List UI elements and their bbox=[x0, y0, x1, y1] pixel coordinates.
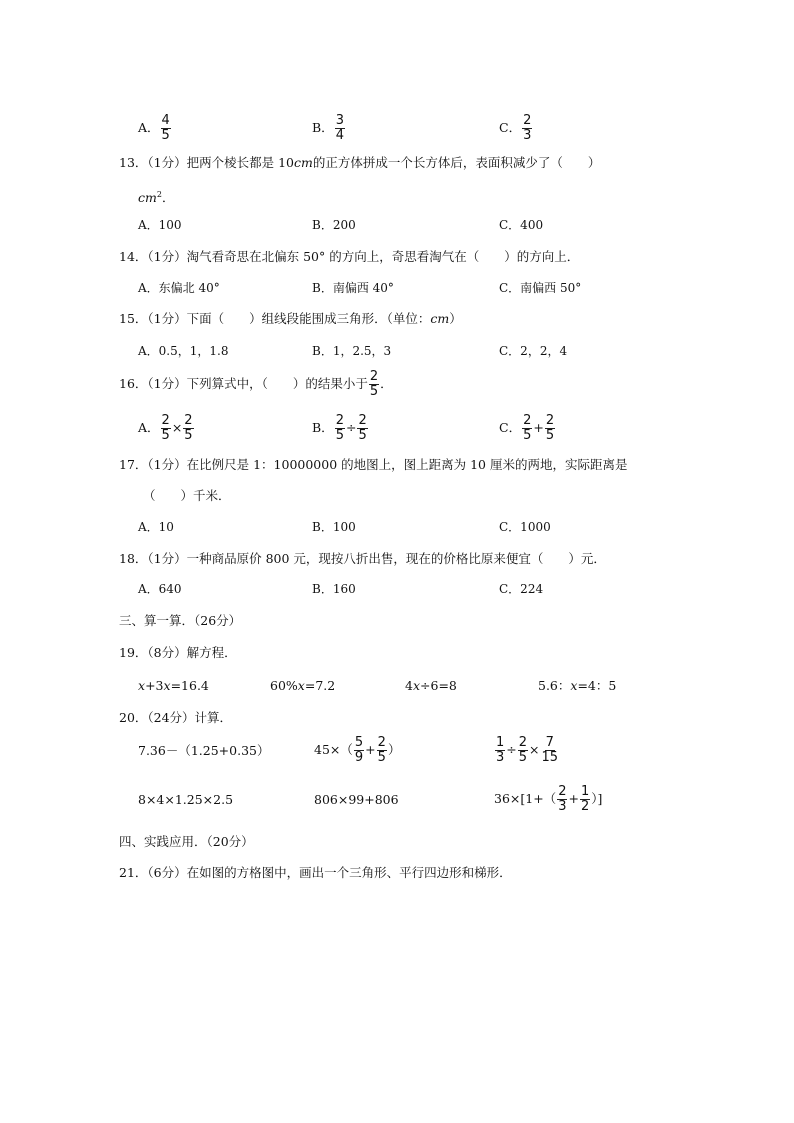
q20-expression-4: 8×4×1.25×2.5 bbox=[138, 792, 234, 807]
fraction: $\frac{2}{3}$ bbox=[558, 784, 567, 814]
q14-stem: 14．（1分）淘气看奇思在北偏东 50° 的方向上，奇思看淘气在（ ）的方向上． bbox=[119, 249, 580, 264]
fraction: $\frac{5}{9}$ bbox=[354, 735, 364, 765]
q19-equation-2: 60%x=7.2 bbox=[270, 678, 336, 693]
q14-option-b: B．南偏西 40° bbox=[312, 281, 394, 295]
q17-stem: 17．（1分）在比例尺是 1：10000000 的地图上，图上距离为 10 厘米的两地，实际距离是 bbox=[119, 457, 628, 472]
fraction: $\frac{2}{5}$ bbox=[545, 413, 555, 443]
q16-option-b: B． $\frac{2}{5}$ ÷ $\frac{2}{5}$ bbox=[312, 413, 367, 443]
fraction: $\frac{3}{4}$ bbox=[335, 113, 344, 143]
fraction: $\frac{1}{2}$ bbox=[580, 784, 590, 814]
q12-option-c: C． $\frac{2}{3}$ bbox=[499, 113, 532, 143]
q18-stem: 18．（1分）一种商品原价 800 元，现按八折出售，现在的价格比原来便宜（ ）元． bbox=[119, 551, 606, 566]
fraction: $\frac{7}{15}$ bbox=[541, 735, 559, 765]
q16-stem: 16．（1分）下列算式中，（ ）的结果小于 $\frac{2}{5}$ ． bbox=[119, 369, 393, 399]
q14-option-c: C．南偏西 50° bbox=[499, 281, 582, 295]
q20-expression-6: 36×[1+（ $\frac{2}{3}$ + $\frac{1}{2}$ ）] bbox=[494, 784, 603, 814]
fraction: $\frac{2}{5}$ bbox=[377, 735, 386, 765]
q17-option-b: B．100 bbox=[312, 520, 356, 534]
fraction: $\frac{2}{5}$ bbox=[335, 413, 344, 443]
q12-option-a: A． $\frac{4}{5}$ bbox=[138, 113, 170, 143]
q19-stem: 19．（8分）解方程． bbox=[119, 645, 237, 660]
q13-option-b: B．200 bbox=[312, 218, 356, 232]
q15-stem: 15．（1分）下面（ ）组线段能围成三角形．（单位：cm） bbox=[119, 311, 462, 326]
fraction: $\frac{2}{5}$ bbox=[161, 413, 170, 443]
q17-option-c: C．1000 bbox=[499, 520, 551, 534]
fraction: $\frac{2}{5}$ bbox=[523, 413, 532, 443]
q21-stem: 21．（6分）在如图的方格图中，画出一个三角形、平行四边形和梯形． bbox=[119, 865, 512, 880]
q13-stem-line2: $cm^2$． bbox=[138, 190, 175, 206]
q13-option-a: A．100 bbox=[138, 218, 182, 232]
section-heading-3: 三、算一算．（26分） bbox=[119, 613, 242, 628]
q15-option-c: C．2，2，4 bbox=[499, 344, 568, 358]
q18-option-a: A．640 bbox=[138, 582, 182, 596]
fraction: $\frac{4}{5}$ bbox=[161, 113, 170, 143]
fraction: $\frac{2}{3}$ bbox=[523, 113, 532, 143]
q20-expression-1: 7.36－（1.25+0.35） bbox=[138, 743, 270, 758]
q13-stem: 13．（1分）把两个棱长都是 10cm的正方体拼成一个长方体后，表面积减少了（ ） bbox=[119, 155, 601, 170]
q15-option-a: A．0.5，1，1.8 bbox=[138, 344, 229, 358]
q16-option-c: C． $\frac{2}{5}$ + $\frac{2}{5}$ bbox=[499, 413, 555, 443]
q13-option-c: C．400 bbox=[499, 218, 544, 232]
q17-stem-line2: （ ）千米． bbox=[143, 488, 231, 503]
q15-option-b: B．1，2.5，3 bbox=[312, 344, 392, 358]
q20-expression-3: $\frac{1}{3}$ ÷ $\frac{2}{5}$ × $\frac{7}{15}$ bbox=[496, 735, 559, 765]
q20-expression-5: 806×99+806 bbox=[314, 792, 399, 807]
q20-stem: 20．（24分）计算． bbox=[119, 710, 233, 725]
q14-option-a: A．东偏北 40° bbox=[138, 281, 220, 295]
q19-equation-3: 4x÷6=8 bbox=[405, 678, 457, 693]
q12-option-b: B． $\frac{3}{4}$ bbox=[312, 113, 344, 143]
q19-equation-4: 5.6：x=4：5 bbox=[538, 678, 617, 693]
q18-option-c: C．224 bbox=[499, 582, 544, 596]
fraction: $\frac{1}{3}$ bbox=[496, 735, 505, 765]
q20-expression-2: 45×（ $\frac{5}{9}$ + $\frac{2}{5}$ ） bbox=[314, 735, 401, 765]
q19-equation-1: x+3x=16.4 bbox=[138, 678, 209, 693]
q16-option-a: A． $\frac{2}{5}$ × $\frac{2}{5}$ bbox=[138, 413, 193, 443]
fraction: $\frac{2}{5}$ bbox=[184, 413, 193, 443]
fraction: $\frac{2}{5}$ bbox=[369, 369, 379, 399]
q18-option-b: B．160 bbox=[312, 582, 356, 596]
q17-option-a: A．10 bbox=[138, 520, 174, 534]
section-heading-4: 四、实践应用．（20分） bbox=[119, 834, 254, 849]
fraction: $\frac{2}{5}$ bbox=[358, 413, 367, 443]
fraction: $\frac{2}{5}$ bbox=[518, 735, 528, 765]
